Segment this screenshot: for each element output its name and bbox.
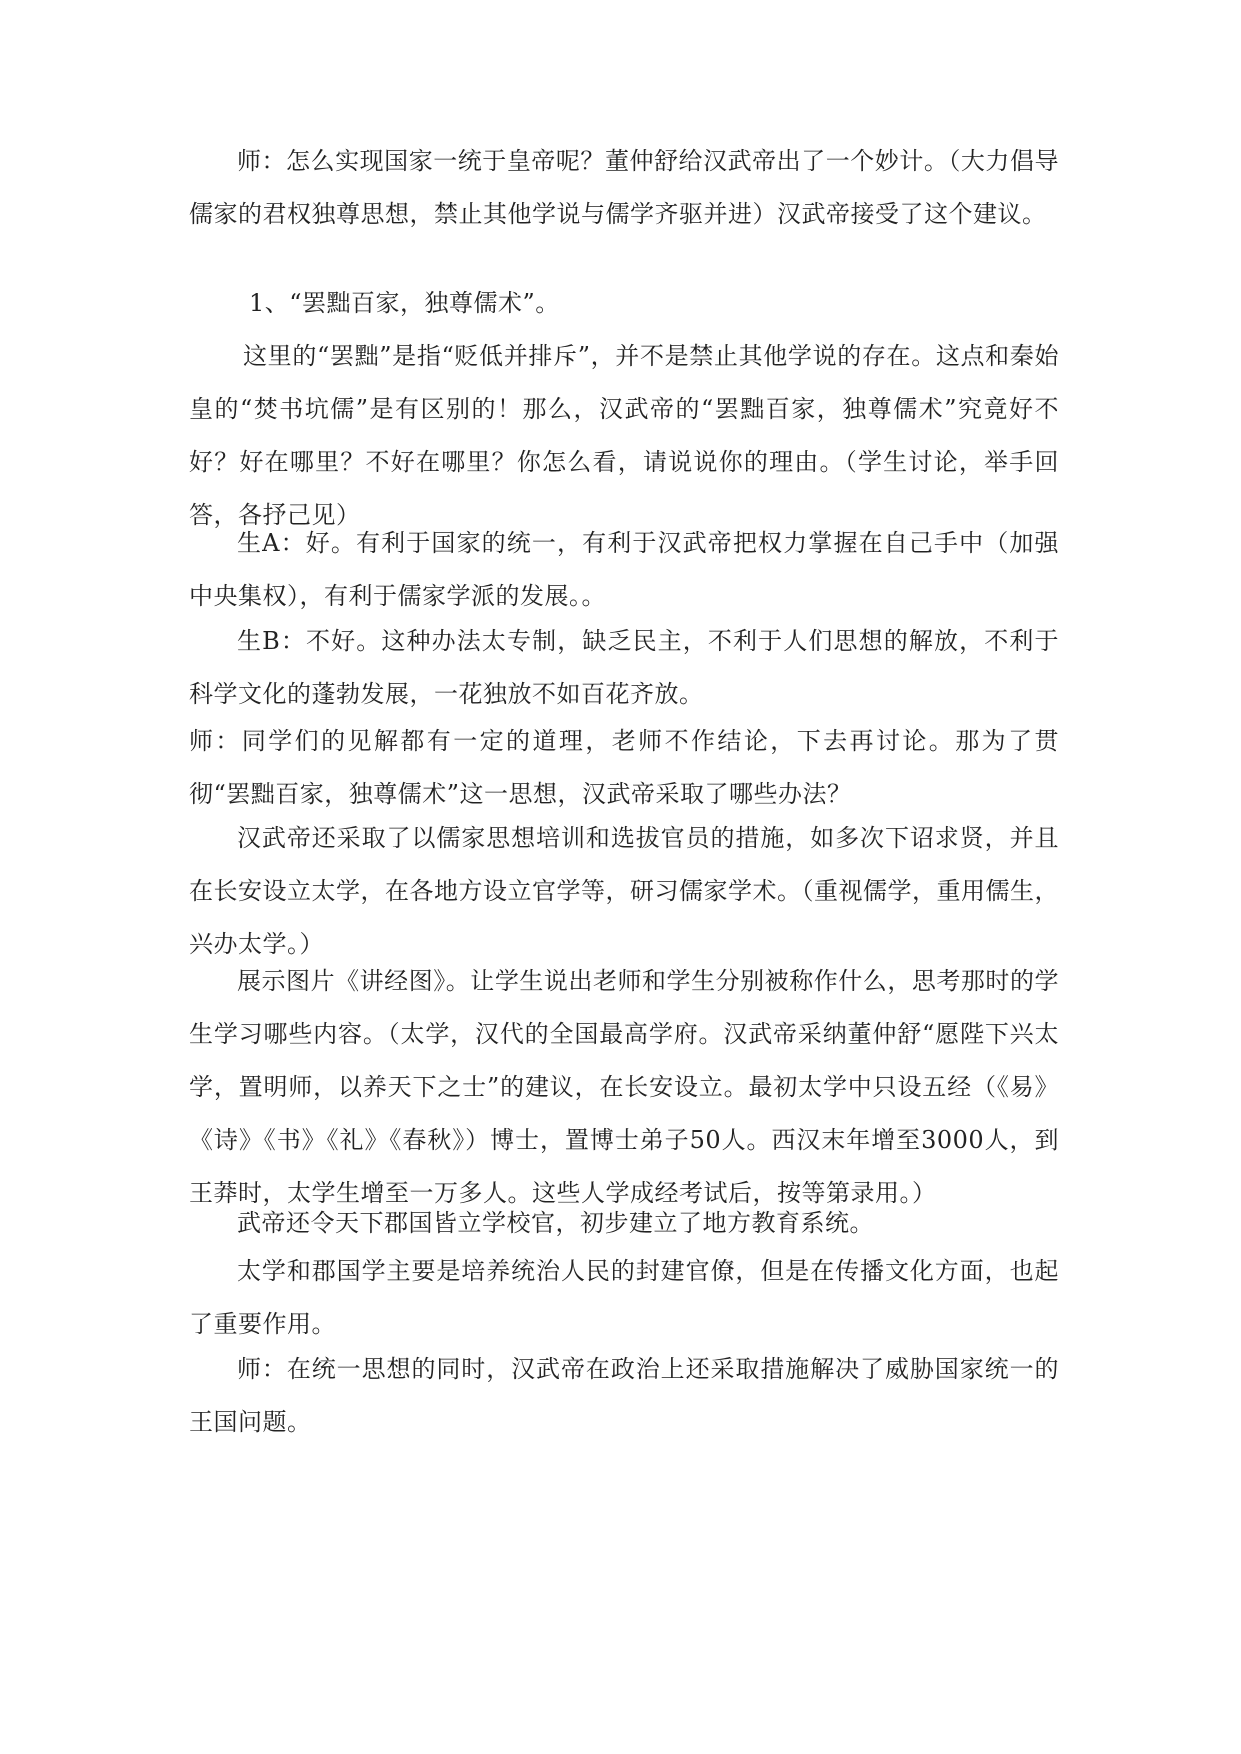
paragraph-teacher-question: 师：怎么实现国家一统于皇帝呢？董仲舒给汉武帝出了一个妙计。（大力倡导儒家的君权独尊思想，禁止其他学说与儒学齐驱并进）汉武帝接受了这个建议。 xyxy=(189,147,1059,228)
paragraph-student-a: 生A：好。有利于国家的统一，有利于汉武帝把权力掌握在自己手中（加强中央集权），有利于儒家学派的发展。。 xyxy=(189,529,1059,610)
paragraph-teacher-summary: 师：同学们的见解都有一定的道理，老师不作结论，下去再讨论。那为了贯彻“罢黜百家，独尊儒术”这一思想，汉武帝采取了哪些办法？ xyxy=(189,727,1059,808)
paragraph-local-schools: 武帝还令天下郡国皆立学校官，初步建立了地方教育系统。 xyxy=(237,1209,874,1237)
section-heading-1: 1、“罢黜百家，独尊儒术”。 xyxy=(249,289,560,317)
paragraph-measures: 汉武帝还采取了以儒家思想培训和选拔官员的措施，如多次下诏求贤，并且在长安设立太学，在各地方设立官学等，研习儒家学术。（重视儒学，重用儒生，兴办太学。） xyxy=(189,824,1059,958)
paragraph-teacher-politics: 师：在统一思想的同时，汉武帝在政治上还采取措施解决了威胁国家统一的王国问题。 xyxy=(189,1355,1059,1436)
paragraph-lecture-image: 展示图片《讲经图》。让学生说出老师和学生分别被称作什么，思考那时的学生学习哪些内容。（太学，汉代的全国最高学府。汉武帝采纳董仲舒“愿陛下兴太学，置明师，以养天下之士”的建议，在长安设立。最初太学中只设五经（《易》《诗》《书》《礼》《春秋》）博士，置博士弟子50人。西汉末年增至3000人，到王莽时，太学生增至一万多人。这些人学成经考试后，按等第录用。） xyxy=(189,967,1059,1207)
paragraph-taixue-role: 太学和郡国学主要是培养统治人民的封建官僚，但是在传播文化方面，也起了重要作用。 xyxy=(189,1257,1059,1338)
paragraph-explanation: 这里的“罢黜”是指“贬低并排斥”，并不是禁止其他学说的存在。这点和秦始皇的“焚书坑儒”是有区别的！那么，汉武帝的“罢黜百家，独尊儒术”究竟好不好？好在哪里？不好在哪里？你怎么看，请说说你的理由。（学生讨论，举手回答，各抒己见） xyxy=(189,342,1059,529)
paragraph-student-b: 生B：不好。这种办法太专制，缺乏民主，不利于人们思想的解放，不利于科学文化的蓬勃发展，一花独放不如百花齐放。 xyxy=(189,627,1059,708)
